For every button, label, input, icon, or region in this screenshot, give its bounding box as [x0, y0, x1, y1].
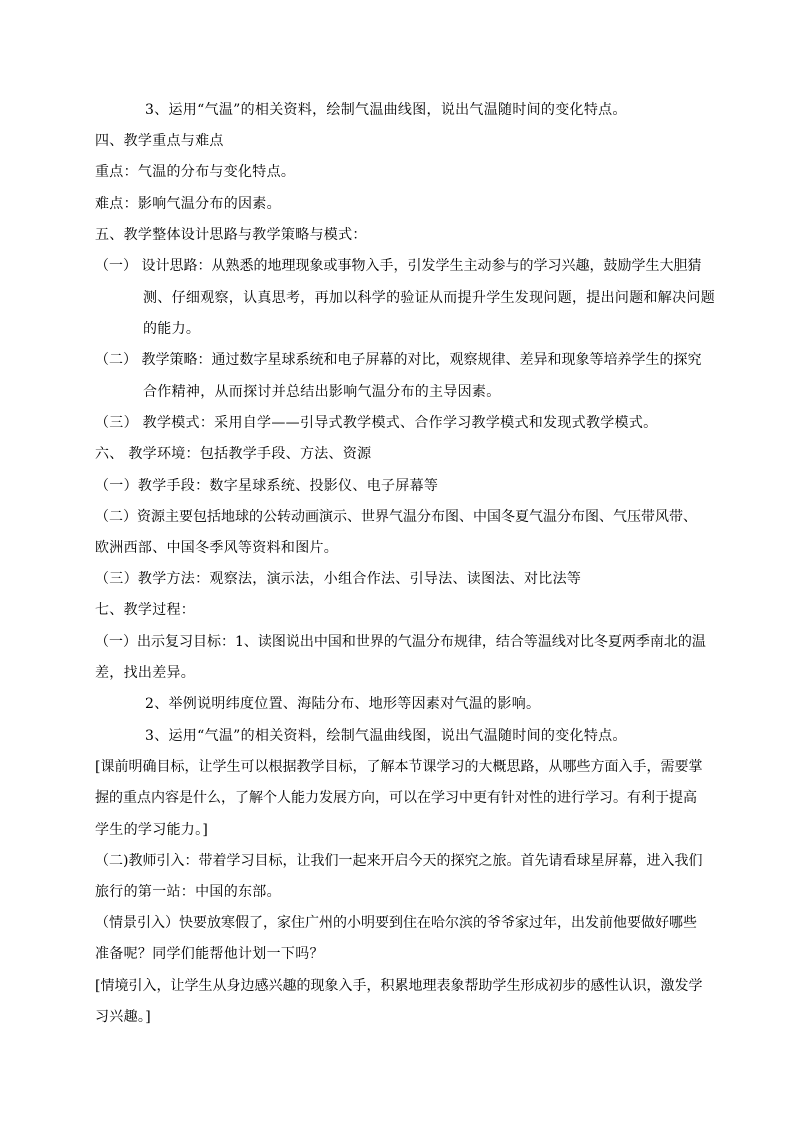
- section-heading-7: 七、教学过程：: [95, 602, 196, 618]
- design-idea-line-3: 的能力。: [143, 321, 201, 337]
- section-heading-6: 六、 教学环境：包括教学手段、方法、资源: [95, 446, 372, 462]
- note-1-line-1: [课前明确目标，让学生可以根据教学目标，了解本节课学习的大概思路，从哪些方面入手，需要掌: [95, 759, 703, 775]
- note-2-line-2: 习兴趣。]: [95, 1009, 151, 1025]
- strategy-line-1: （二） 教学策略：通过数字星球系统和电子屏幕的对比，观察规律、差异和现象等培养学生的探究: [95, 352, 702, 368]
- teaching-means: （一）教学手段：数字星球系统、投影仪、电子屏幕等: [95, 478, 439, 494]
- objective-2: 2、举例说明纬度位置、海陆分布、地形等因素对气温的影响。: [145, 696, 541, 712]
- difficult-point: 难点：影响气温分布的因素。: [95, 196, 281, 212]
- key-point: 重点：气温的分布与变化特点。: [95, 164, 296, 180]
- scenario-line-2: 准备呢？同学们能帮他计划一下吗？: [95, 946, 324, 962]
- objective-3-top: 3、运用“气温”的相关资料，绘制气温曲线图，说出气温随时间的变化特点。: [145, 102, 627, 118]
- strategy-line-2: 合作精神，从而探讨并总结出影响气温分布的主导因素。: [143, 384, 501, 400]
- intro-line-2: 旅行的第一站：中国的东部。: [95, 884, 281, 900]
- review-objective-line-2: 差，找出差异。: [95, 665, 196, 681]
- teaching-mode: （三） 教学模式：采用自学——引导式教学模式、合作学习教学模式和发现式教学模式。: [95, 415, 658, 431]
- section-heading-5: 五、教学整体设计思路与教学策略与模式：: [95, 227, 367, 243]
- note-1-line-3: 学生的学习能力。]: [95, 822, 209, 838]
- note-1-line-2: 握的重点内容是什么，了解个人能力发展方向，可以在学习中更有针对性的进行学习。有利于提高: [95, 790, 697, 806]
- design-idea-line-1: （一） 设计思路：从熟悉的地理现象或事物入手，引发学生主动参与的学习兴趣，鼓励学生大胆猜: [95, 258, 702, 274]
- section-heading-4: 四、教学重点与难点: [95, 133, 224, 149]
- resources-line-2: 欧洲西部、中国冬季风等资料和图片。: [95, 540, 339, 556]
- scenario-line-1: （情景引入）快要放寒假了，家住广州的小明要到住在哈尔滨的爷爷家过年，出发前他要做好哪些: [95, 915, 697, 931]
- note-2-line-1: [情境引入，让学生从身边感兴趣的现象入手，积累地理表象帮助学生形成初步的感性认识，激发学: [95, 978, 703, 994]
- review-objective-line-1: （一）出示复习目标：1、读图说出中国和世界的气温分布规律，结合等温线对比冬夏两季南北的温: [95, 634, 706, 650]
- objective-3: 3、运用“气温”的相关资料，绘制气温曲线图，说出气温随时间的变化特点。: [145, 728, 627, 744]
- design-idea-line-2: 测、仔细观察，认真思考，再加以科学的验证从而提升学生发现问题，提出问题和解决问题: [143, 290, 715, 306]
- intro-line-1: （二)教师引入：带着学习目标，让我们一起来开启今天的探究之旅。首先请看球星屏幕，进入我们: [95, 853, 703, 869]
- resources-line-1: （二）资源主要包括地球的公转动画演示、世界气温分布图、中国冬夏气温分布图、气压带风带、: [95, 509, 697, 525]
- teaching-methods: （三）教学方法：观察法，演示法，小组合作法、引导法、读图法、对比法等: [95, 571, 582, 587]
